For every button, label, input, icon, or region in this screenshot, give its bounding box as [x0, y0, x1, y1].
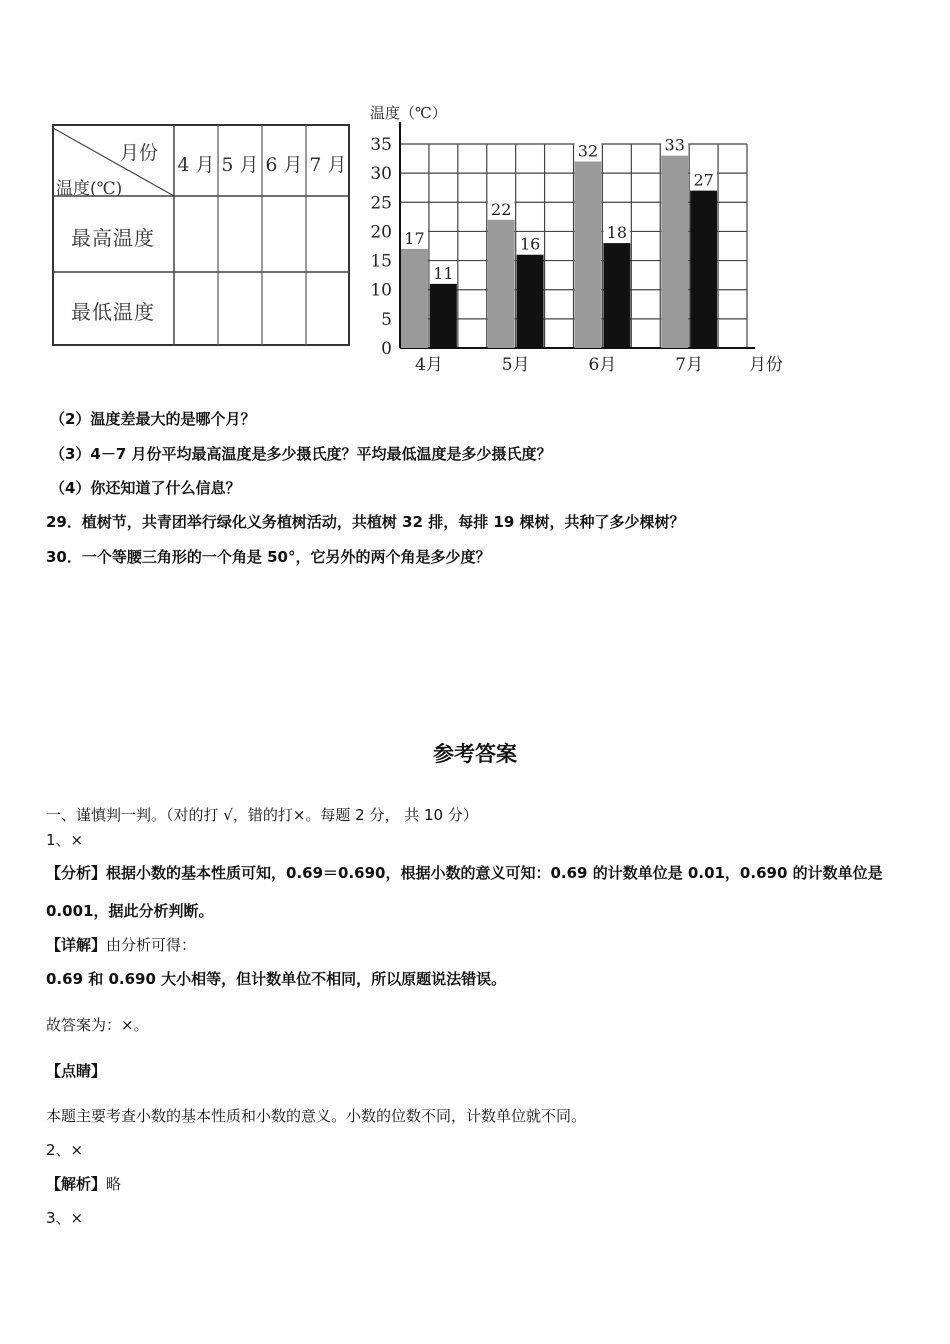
question-30: 30．一个等腰三角形的一个角是 50°，它另外的两个角是多少度？	[46, 548, 491, 566]
bar-value-label: 33	[664, 135, 685, 155]
table-month-5: 5 月	[221, 154, 259, 176]
bar-value-label: 11	[433, 263, 454, 283]
temperature-table	[52, 124, 350, 346]
bar-value-label: 16	[519, 234, 541, 254]
x-tick-label: 4月	[415, 355, 443, 375]
bar-5月-1	[517, 255, 544, 348]
analysis-text: 根据小数的基本性质可知，0.69＝0.690，根据小数的意义可知：0.69 的计数单位是 0.01，0.690 的计数单位是	[106, 864, 883, 882]
table-month-6: 6 月	[265, 154, 303, 176]
answer-item-1: 1、×	[46, 831, 84, 849]
bar-6月-0	[575, 161, 602, 348]
detail-line	[46, 934, 196, 956]
y-tick-label: 0	[381, 339, 392, 359]
detail-text: 由分析可得：	[106, 936, 197, 954]
comment-label: 【点睛】	[46, 1062, 107, 1080]
question-3: （3）4－7 月份平均最高温度是多少摄氏度？平均最低温度是多少摄氏度？	[50, 445, 552, 463]
detail-statement: 0.69 和 0.690 大小相等，但计数单位不相同，所以原题说法错误。	[46, 970, 507, 988]
answers-section-heading: 一、谨慎判一判。（对的打 √，错的打×。每题 2 分， 共 10 分）	[46, 806, 478, 824]
y-tick-label: 5	[381, 309, 392, 330]
y-tick-label: 35	[370, 135, 392, 155]
table-month-4: 4 月	[177, 154, 215, 176]
y-axis-label: 温度（℃）	[370, 104, 447, 122]
y-tick-label: 15	[370, 251, 392, 272]
answer-item-3: 3、×	[46, 1209, 84, 1227]
bar-value-label: 17	[404, 228, 425, 248]
y-tick-label: 25	[370, 193, 392, 214]
x-tick-label: 6月	[588, 355, 617, 375]
analysis-line-2: 0.001，据此分析判断。	[46, 902, 214, 920]
conclusion-line: 故答案为：×。	[46, 1016, 149, 1034]
table-corner-temp: 温度(℃)	[56, 179, 123, 199]
x-tick-label: 7月	[675, 355, 704, 375]
x-tick-label: 5月	[501, 355, 530, 375]
question-2: （2）温度差最大的是哪个月？	[50, 410, 256, 428]
answers-title: 参考答案	[433, 742, 517, 766]
answer-item-2: 2、×	[46, 1141, 84, 1159]
bar-value-label: 22	[491, 199, 512, 219]
bar-value-label: 32	[577, 141, 599, 161]
bar-4月-1	[430, 284, 457, 348]
jiexi-text: 略	[106, 1175, 122, 1193]
bar-value-label: 18	[606, 223, 628, 243]
question-4: （4）你还知道了什么信息？	[50, 479, 241, 497]
jiexi-line	[46, 1173, 121, 1195]
bar-6月-1	[603, 243, 630, 348]
table-row-max: 最高温度	[71, 226, 155, 250]
jiexi-label: 【解析】	[46, 1175, 107, 1193]
comment-text: 本题主要考查小数的基本性质和小数的意义。小数的位数不同，计数单位就不同。	[46, 1107, 587, 1125]
detail-label: 【详解】	[46, 936, 107, 954]
bar-value-label: 27	[693, 170, 714, 190]
question-29: 29．植树节，共青团举行绿化义务植树活动，共植树 32 排，每排 19 棵树，共种了多少棵树？	[46, 513, 685, 531]
bar-5月-0	[488, 220, 515, 348]
temperature-bar-chart	[366, 100, 796, 375]
bar-7月-0	[661, 156, 688, 348]
bar-4月-0	[401, 249, 428, 348]
y-tick-label: 20	[370, 222, 392, 243]
analysis-line-1	[46, 862, 883, 884]
y-tick-label: 10	[370, 280, 392, 301]
y-tick-label: 30	[370, 164, 392, 185]
chart-svg	[366, 100, 796, 375]
bar-7月-1	[690, 191, 717, 348]
x-axis-label: 月份	[749, 355, 783, 375]
table-corner-month: 月份	[120, 142, 159, 164]
table-month-7: 7 月	[309, 154, 347, 176]
table-row-min: 最低温度	[71, 300, 155, 324]
analysis-label: 【分析】	[46, 864, 107, 882]
